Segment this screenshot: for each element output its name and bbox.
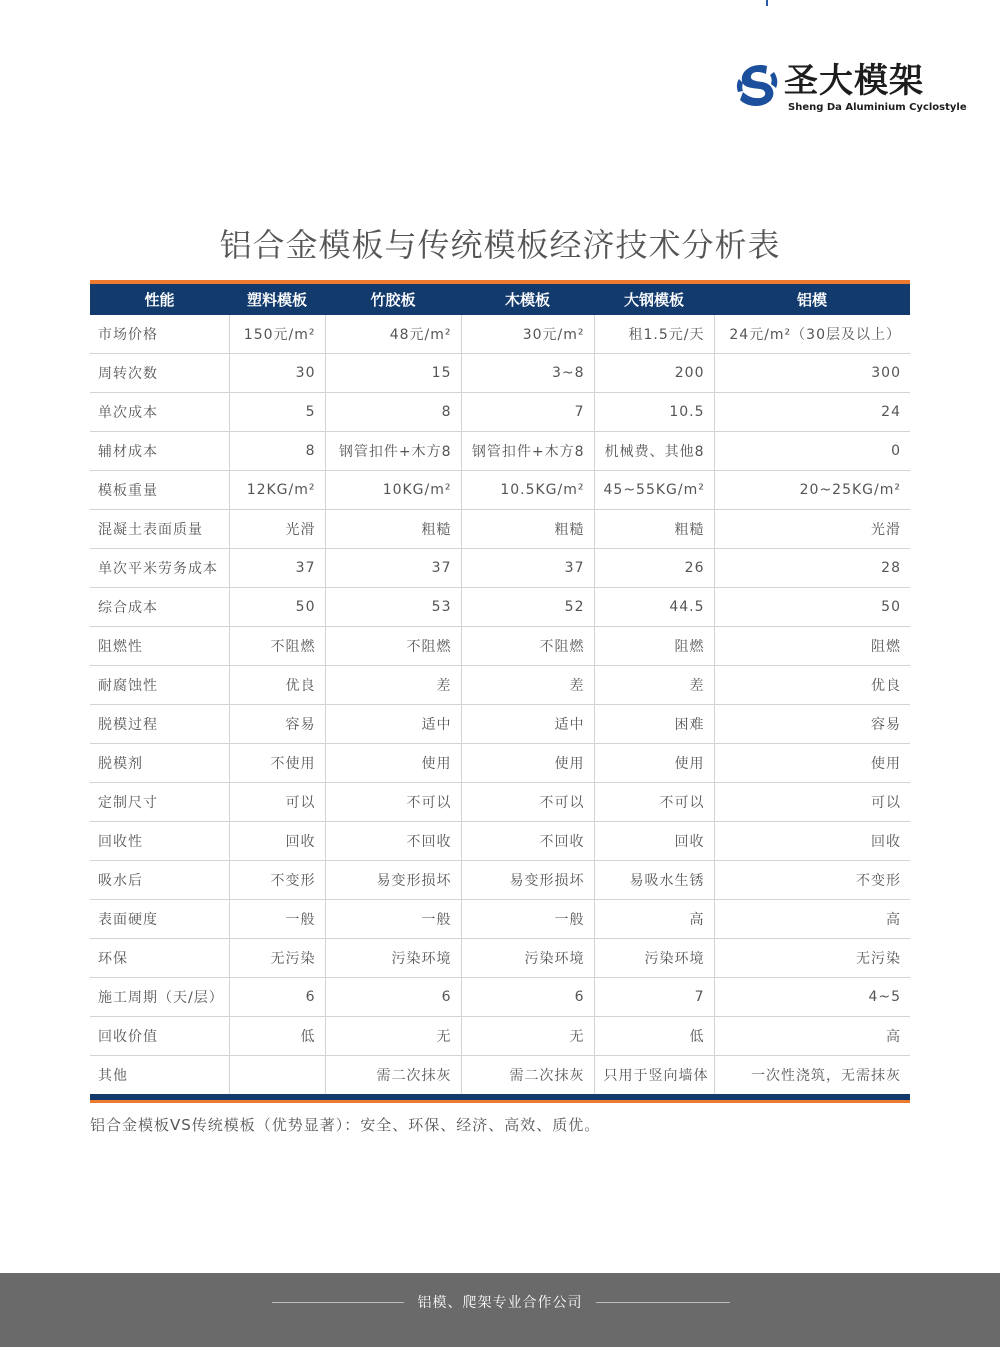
table-cell: 不使用 <box>229 744 325 783</box>
table-cell: 钢管扣件+木方8 <box>461 432 594 471</box>
table-row <box>90 744 910 783</box>
table-cell: 使用 <box>325 744 461 783</box>
table-cell: 低 <box>594 1017 714 1056</box>
table-row <box>90 627 910 666</box>
table-cell: 差 <box>325 666 461 705</box>
table-cell: 10.5 <box>594 393 714 432</box>
table-cell: 回收 <box>594 822 714 861</box>
table-body <box>90 315 910 1094</box>
row-label-cell: 施工周期（天/层） <box>90 978 229 1017</box>
row-label-cell: 回收价值 <box>90 1017 229 1056</box>
table-cell: 44.5 <box>594 588 714 627</box>
brand-logo <box>734 60 967 120</box>
table-cell: 粗糙 <box>461 510 594 549</box>
table-row <box>90 510 910 549</box>
row-label-cell: 回收性 <box>90 822 229 861</box>
table-cell: 不变形 <box>714 861 910 900</box>
header-cell: 铝模 <box>714 284 910 315</box>
table-cell: 不阻燃 <box>461 627 594 666</box>
table-cell: 不可以 <box>325 783 461 822</box>
table-cell: 一般 <box>325 900 461 939</box>
table-cell: 不回收 <box>325 822 461 861</box>
table-cell: 可以 <box>714 783 910 822</box>
table-row <box>90 861 910 900</box>
table-cell: 容易 <box>229 705 325 744</box>
row-label-cell: 单次平米劳务成本 <box>90 549 229 588</box>
table-cell: 45~55KG/m² <box>594 471 714 510</box>
table-cell: 37 <box>461 549 594 588</box>
row-label-cell: 脱模过程 <box>90 705 229 744</box>
table-row <box>90 588 910 627</box>
table-cell: 适中 <box>461 705 594 744</box>
table-row <box>90 822 910 861</box>
table-cell: 37 <box>325 549 461 588</box>
summary-note: 铝合金模板VS传统模板（优势显著）：安全、环保、经济、高效、质优。 <box>90 1116 601 1134</box>
table-cell: 阻燃 <box>594 627 714 666</box>
table-row <box>90 978 910 1017</box>
table-cell: 10.5KG/m² <box>461 471 594 510</box>
table-cell: 易变形损坏 <box>461 861 594 900</box>
page-title: 铝合金模板与传统模板经济技术分析表 <box>219 226 781 264</box>
table-row <box>90 783 910 822</box>
header-cell: 塑料模板 <box>229 284 325 315</box>
row-label-cell: 环保 <box>90 939 229 978</box>
table-cell: 15 <box>325 354 461 393</box>
table-cell: 使用 <box>714 744 910 783</box>
table-cell: 12KG/m² <box>229 471 325 510</box>
table-cell: 一般 <box>461 900 594 939</box>
table-cell: 0 <box>714 432 910 471</box>
brand-name-en: Sheng Da Aluminium Cyclostyle <box>788 102 967 113</box>
table-cell: 差 <box>594 666 714 705</box>
table-cell: 52 <box>461 588 594 627</box>
table-cell: 300 <box>714 354 910 393</box>
table-header-row <box>90 284 910 315</box>
table-cell: 7 <box>461 393 594 432</box>
header-cell: 大钢模板 <box>594 284 714 315</box>
table-cell: 回收 <box>714 822 910 861</box>
table-cell: 只用于竖向墙体 <box>594 1056 714 1095</box>
table-bottom-orange-bar <box>90 1100 910 1103</box>
row-label-cell: 综合成本 <box>90 588 229 627</box>
header-cell: 性能 <box>90 284 229 315</box>
table-cell: 24元/m²（30层及以上） <box>714 315 910 354</box>
table-cell: 优良 <box>229 666 325 705</box>
table-cell: 租1.5元/天 <box>594 315 714 354</box>
table-cell: 易吸水生锈 <box>594 861 714 900</box>
table-cell: 差 <box>461 666 594 705</box>
table-cell: 7 <box>594 978 714 1017</box>
table-cell: 不回收 <box>461 822 594 861</box>
table-cell: 不阻燃 <box>229 627 325 666</box>
table-row <box>90 705 910 744</box>
table-row <box>90 471 910 510</box>
row-label-cell: 单次成本 <box>90 393 229 432</box>
table-cell: 优良 <box>714 666 910 705</box>
table-row <box>90 1017 910 1056</box>
table-cell: 粗糙 <box>325 510 461 549</box>
table-cell: 一次性浇筑，无需抹灰 <box>714 1056 910 1095</box>
table-cell: 6 <box>229 978 325 1017</box>
table-cell: 24 <box>714 393 910 432</box>
row-label-cell: 周转次数 <box>90 354 229 393</box>
table-row <box>90 432 910 471</box>
table-cell: 30元/m² <box>461 315 594 354</box>
table-cell: 不可以 <box>461 783 594 822</box>
table-cell: 一般 <box>229 900 325 939</box>
table-cell: 使用 <box>461 744 594 783</box>
row-label-cell: 混凝土表面质量 <box>90 510 229 549</box>
table-cell: 低 <box>229 1017 325 1056</box>
row-label-cell: 定制尺寸 <box>90 783 229 822</box>
table-cell: 无污染 <box>229 939 325 978</box>
table-cell: 污染环境 <box>594 939 714 978</box>
table-row <box>90 549 910 588</box>
table-cell: 困难 <box>594 705 714 744</box>
row-label-cell: 其他 <box>98 1068 128 1084</box>
table-cell: 150元/m² <box>229 315 325 354</box>
table-row <box>90 666 910 705</box>
table-cell: 6 <box>325 978 461 1017</box>
table-cell: 阻燃 <box>714 627 910 666</box>
table-cell: 6 <box>461 978 594 1017</box>
table-cell: 不阻燃 <box>325 627 461 666</box>
row-label-cell: 耐腐蚀性 <box>90 666 229 705</box>
footer-text: 铝模、爬架专业合作公司 <box>417 1295 583 1311</box>
table-row <box>90 1056 910 1095</box>
table-cell: 无污染 <box>714 939 910 978</box>
table-cell: 高 <box>714 1017 910 1056</box>
table-cell: 3~8 <box>461 354 594 393</box>
top-edge-mark <box>766 0 768 6</box>
table-cell: 30 <box>229 354 325 393</box>
table-row <box>90 939 910 978</box>
table-cell: 易变形损坏 <box>325 861 461 900</box>
row-label-cell: 模板重量 <box>90 471 229 510</box>
table-cell: 48元/m² <box>325 315 461 354</box>
table-cell: 需二次抹灰 <box>461 1056 594 1095</box>
table-cell: 机械费、其他8 <box>594 432 714 471</box>
comparison-table-container <box>90 280 910 1103</box>
table-cell: 无 <box>325 1017 461 1056</box>
table-cell: 高 <box>594 900 714 939</box>
table-cell: 10KG/m² <box>325 471 461 510</box>
header-cell: 竹胶板 <box>325 284 461 315</box>
table-cell: 4~5 <box>714 978 910 1017</box>
table-cell: 光滑 <box>714 510 910 549</box>
table-cell: 5 <box>229 393 325 432</box>
table-row <box>90 900 910 939</box>
row-label-cell: 吸水后 <box>90 861 229 900</box>
table-cell: 适中 <box>325 705 461 744</box>
row-label-cell: 阻燃性 <box>90 627 229 666</box>
table-cell: 50 <box>229 588 325 627</box>
table-cell: 26 <box>594 549 714 588</box>
table-cell: 污染环境 <box>325 939 461 978</box>
table-cell: 容易 <box>714 705 910 744</box>
table-cell: 污染环境 <box>461 939 594 978</box>
table-cell: 50 <box>714 588 910 627</box>
table-cell: 需二次抹灰 <box>325 1056 461 1095</box>
row-label-cell: 市场价格 <box>90 315 229 354</box>
table-cell: 200 <box>594 354 714 393</box>
table-cell: 光滑 <box>229 510 325 549</box>
table-cell: 37 <box>229 549 325 588</box>
table-cell <box>229 1056 325 1095</box>
table-cell: 28 <box>714 549 910 588</box>
row-label-cell: 表面硬度 <box>90 900 229 939</box>
table-cell: 不可以 <box>594 783 714 822</box>
header-cell: 木模板 <box>461 284 594 315</box>
brand-name-cn: 圣大模架 <box>784 61 924 101</box>
sheng-da-logo-mark-icon <box>734 62 780 112</box>
footer-bar <box>0 1273 1000 1347</box>
table-row <box>90 315 910 354</box>
table-cell: 可以 <box>229 783 325 822</box>
table-cell: 高 <box>714 900 910 939</box>
table-cell: 8 <box>325 393 461 432</box>
table-row <box>90 393 910 432</box>
table-cell: 20~25KG/m² <box>714 471 910 510</box>
table-cell: 53 <box>325 588 461 627</box>
table-cell: 钢管扣件+木方8 <box>325 432 461 471</box>
comparison-table <box>90 284 910 1094</box>
table-row <box>90 354 910 393</box>
table-cell: 无 <box>461 1017 594 1056</box>
table-cell: 使用 <box>594 744 714 783</box>
footer-divider-right <box>596 1302 730 1303</box>
table-cell: 不变形 <box>229 861 325 900</box>
table-cell: 粗糙 <box>594 510 714 549</box>
table-cell: 回收 <box>229 822 325 861</box>
row-label-cell: 辅材成本 <box>90 432 229 471</box>
table-cell: 8 <box>229 432 325 471</box>
row-label-cell: 脱模剂 <box>90 744 229 783</box>
